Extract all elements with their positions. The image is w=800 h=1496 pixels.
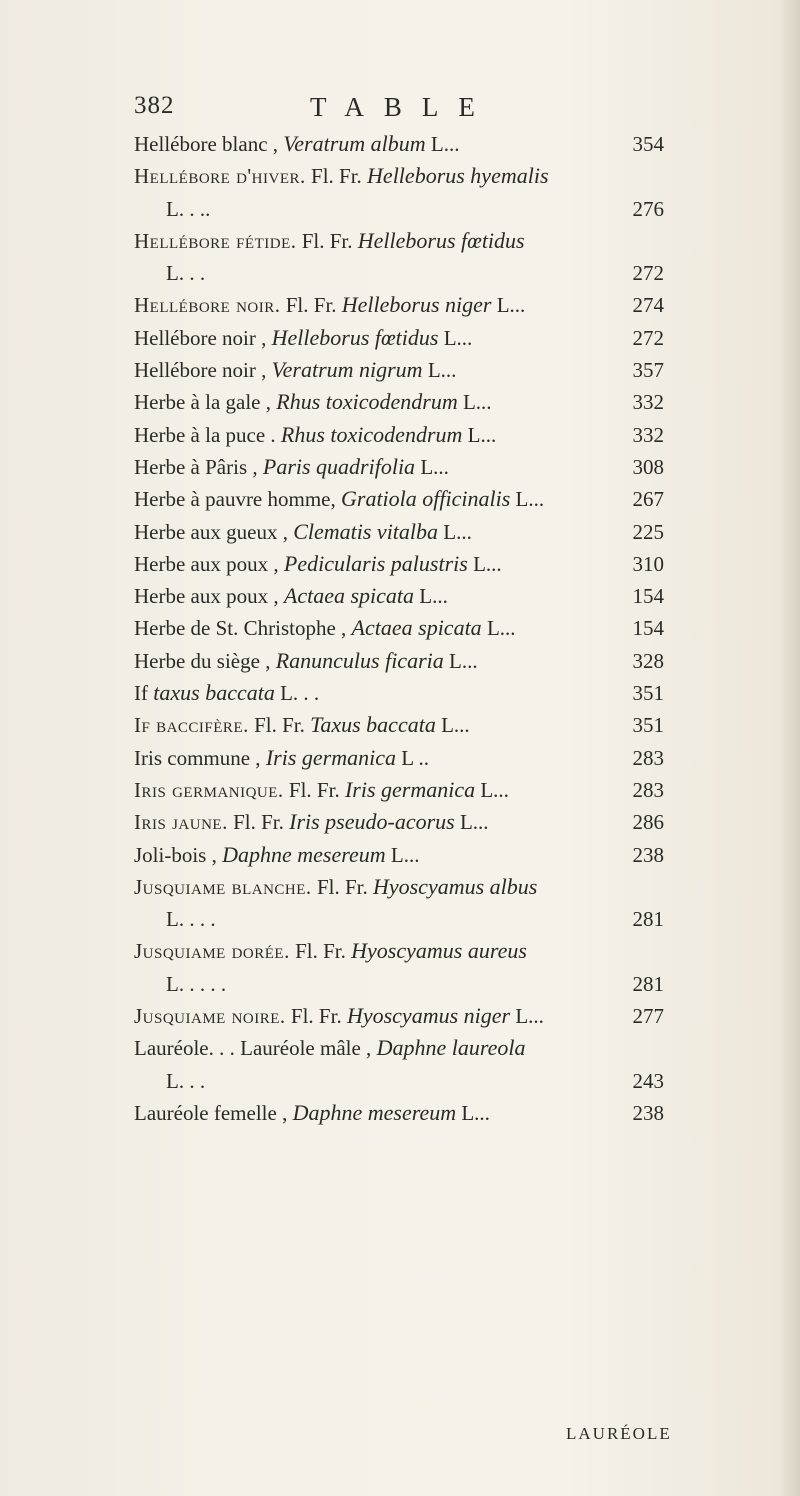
latin-name: Iris germanica — [265, 744, 396, 770]
latin-name: Taxus baccata — [310, 712, 436, 738]
entry-source: L... — [486, 616, 516, 641]
entry-page-number: 238 — [632, 842, 664, 867]
entry-label: If baccifère. — [134, 713, 249, 738]
entry-page-number: 308 — [632, 454, 664, 479]
index-entry — [134, 806, 664, 838]
entry-page-number: 286 — [632, 810, 664, 835]
latin-name: Hyoscyamus niger — [346, 1003, 511, 1029]
entry-page-number: 357 — [632, 358, 664, 383]
entry-text — [134, 709, 470, 741]
entry-source: Fl. Fr. — [311, 164, 362, 189]
latin-name: Iris pseudo-acorus — [289, 809, 455, 835]
index-entry — [134, 935, 664, 967]
entry-text — [134, 580, 448, 612]
index-entry — [134, 1065, 664, 1097]
entry-text — [134, 645, 478, 677]
entry-page-number: 351 — [632, 713, 664, 738]
entry-label: Herbe du siège , — [134, 648, 271, 673]
latin-name: Actaea spicata — [283, 583, 415, 609]
entry-page-number: 277 — [632, 1004, 664, 1029]
entry-source: L... — [473, 551, 502, 576]
entry-source: L... — [515, 1004, 544, 1029]
entry-source: L... — [496, 293, 526, 318]
entry-source: Fl. Fr. — [254, 713, 305, 738]
entry-text — [134, 871, 537, 903]
latin-name: Helleborus hyemalis — [367, 163, 549, 189]
entry-source: L... — [443, 519, 472, 544]
entry-text — [134, 839, 419, 871]
entry-text — [134, 935, 527, 967]
entry-text — [166, 1065, 205, 1097]
entry-label: Hellébore noir , — [134, 358, 267, 383]
entry-label: Lauréole. . . — [134, 1036, 235, 1061]
entry-text — [134, 483, 544, 515]
running-head: TABLE — [310, 92, 495, 122]
latin-name: Rhus toxicodendrum — [276, 389, 458, 415]
entry-label: Herbe aux poux , — [134, 584, 279, 609]
entry-source: Lauréole mâle , — [240, 1036, 372, 1061]
latin-name: Hyoscyamus albus — [372, 873, 538, 899]
index-entry — [134, 322, 664, 354]
entry-label: L. . . — [166, 1068, 206, 1093]
index-entry — [134, 612, 664, 644]
entry-label: Joli-bois , — [134, 842, 217, 867]
entry-page-number: 272 — [632, 325, 664, 350]
index-entry — [134, 548, 664, 580]
entry-page-number: 276 — [632, 196, 664, 221]
entry-text — [166, 257, 205, 289]
entry-page-number: 281 — [632, 907, 664, 932]
entry-source: Fl. Fr. — [288, 777, 340, 802]
latin-name: Helleborus fœtidus — [357, 227, 525, 253]
entry-page-number: 328 — [632, 648, 664, 673]
latin-name: Hyoscyamus aureus — [351, 938, 527, 964]
entry-label: Hellébore blanc , — [134, 132, 279, 156]
latin-name: Daphne laureola — [376, 1035, 526, 1061]
entry-source: Fl. Fr. — [316, 874, 368, 899]
latin-name: Helleborus fœtidus — [271, 324, 439, 350]
entry-page-number: 267 — [632, 487, 664, 512]
entry-page-number: 332 — [632, 390, 664, 415]
entry-text — [134, 225, 525, 257]
entry-source: L .. — [401, 745, 430, 770]
entry-source: Fl. Fr. — [290, 1004, 342, 1029]
entry-source: L... — [461, 1100, 490, 1125]
entry-source: L... — [427, 358, 457, 383]
entry-page-number: 354 — [632, 132, 664, 156]
entry-label: Herbe à la gale , — [134, 390, 272, 415]
entry-page-number: 283 — [632, 745, 664, 770]
index-entry — [134, 451, 664, 483]
entry-label: Herbe à la puce . — [134, 422, 276, 447]
entry-text — [134, 1032, 525, 1064]
latin-name: Daphne mesereum — [292, 1099, 457, 1125]
latin-name: taxus baccata — [153, 680, 275, 706]
index-entry — [134, 903, 664, 935]
entry-source: L... — [420, 454, 449, 479]
index-entry — [134, 419, 664, 451]
entry-source: L... — [459, 810, 489, 835]
entry-page-number: 154 — [632, 616, 664, 641]
entry-source: . . — [210, 971, 227, 996]
entry-page-number: 310 — [632, 551, 664, 576]
index-entry — [134, 516, 664, 548]
index-entry — [134, 871, 664, 903]
latin-name: Daphne mesereum — [222, 841, 386, 867]
entry-text — [134, 774, 509, 806]
entry-text — [166, 193, 210, 225]
index-entry — [134, 709, 664, 741]
entry-source: Fl. Fr. — [233, 810, 284, 835]
entry-page-number: 332 — [632, 422, 664, 447]
index-entry — [134, 774, 664, 806]
entry-source: L... — [449, 648, 478, 673]
entry-label: Herbe à Pâris , — [134, 454, 258, 479]
index-entry — [134, 580, 664, 612]
index-entry — [134, 742, 664, 774]
entry-page-number: 238 — [632, 1100, 664, 1125]
latin-name: Iris germanica — [344, 776, 476, 802]
index-entry — [134, 225, 664, 257]
entry-page-number: 272 — [632, 261, 664, 286]
index-entry — [134, 354, 664, 386]
entry-label: L. . .. — [166, 196, 211, 221]
entry-source: Fl. Fr. — [301, 228, 353, 253]
index-entry — [134, 1032, 664, 1064]
entry-label: Hellébore noir. — [134, 293, 281, 318]
entry-text — [134, 128, 460, 160]
entry-source: L... — [480, 777, 509, 802]
index-entry — [134, 257, 664, 289]
index-entry — [134, 386, 664, 418]
entry-source: L... — [462, 390, 492, 415]
entry-text — [134, 419, 496, 451]
entry-text — [134, 677, 319, 709]
entry-text — [134, 612, 516, 644]
entry-label: Hellébore fétide. — [134, 228, 297, 253]
entry-source: L... — [515, 487, 545, 512]
entry-label: Iris jaune. — [134, 810, 228, 835]
entry-text — [134, 289, 525, 321]
page-header — [0, 92, 800, 128]
entry-text — [134, 386, 492, 418]
latin-name: Actaea spicata — [351, 615, 482, 641]
latin-name: Paris quadrifolia — [262, 453, 416, 479]
index-entry — [134, 483, 664, 515]
entry-source: L... — [443, 325, 473, 350]
index-entry — [134, 1097, 664, 1129]
entry-label: Herbe aux gueux , — [134, 519, 288, 544]
entry-source: Fl. Fr. — [285, 293, 337, 318]
entry-label: Iris germanique. — [134, 777, 284, 802]
entry-page-number: 281 — [632, 971, 664, 996]
entry-text — [134, 451, 449, 483]
latin-name: Gratiola officinalis — [341, 486, 511, 512]
index-entry — [134, 289, 664, 321]
entry-label: Jusquiame blanche. — [134, 874, 312, 899]
entry-label: L. . . — [166, 261, 206, 286]
entry-source: L... — [430, 132, 460, 156]
entry-label: Herbe aux poux , — [134, 551, 279, 576]
entry-text — [134, 1000, 544, 1032]
index-entry — [134, 839, 664, 871]
index-entry — [134, 1000, 664, 1032]
entry-page-number: 243 — [632, 1068, 664, 1093]
latin-name: Clematis vitalba — [293, 518, 439, 544]
page-number: 382 — [134, 92, 175, 119]
entry-page-number: 351 — [632, 681, 664, 706]
entry-label: Iris commune , — [134, 745, 261, 770]
entry-text — [166, 968, 226, 1000]
entry-page-number: 274 — [632, 293, 664, 318]
index-entry — [134, 193, 664, 225]
latin-name: Ranunculus ficaria — [275, 647, 444, 673]
entry-source: L... — [419, 584, 448, 609]
latin-name: Veratrum album — [283, 131, 426, 156]
entry-label: Lauréole femelle , — [134, 1100, 288, 1125]
entry-text — [134, 742, 429, 774]
entry-label: Jusquiame dorée. — [134, 939, 290, 964]
entry-source: Fl. Fr. — [295, 939, 346, 964]
entry-label: Hellébore noir , — [134, 325, 267, 350]
entry-text — [166, 903, 216, 935]
index-entry — [134, 645, 664, 677]
catchword: LAURÉOLE — [566, 1424, 672, 1443]
entry-text — [134, 160, 549, 192]
entry-page-number: 283 — [632, 777, 664, 802]
entry-text — [134, 354, 456, 386]
entry-label: Hellébore d'hiver. — [134, 164, 306, 189]
entry-text — [134, 322, 472, 354]
latin-name: Veratrum nigrum — [271, 357, 423, 383]
entry-label: Herbe de St. Christophe , — [134, 616, 347, 641]
entry-source: L. . . — [280, 681, 320, 706]
entry-label: Herbe à pauvre homme, — [134, 487, 336, 512]
entry-page-number: 154 — [632, 584, 664, 609]
entry-page-number: 225 — [632, 519, 664, 544]
latin-name: Rhus toxicodendrum — [280, 421, 463, 447]
entry-text — [134, 548, 502, 580]
index-entry — [134, 128, 664, 160]
index-entry — [134, 968, 664, 1000]
index-entry — [134, 160, 664, 192]
page-edge-shadow — [778, 0, 800, 1496]
entry-label: Jusquiame noire. — [134, 1004, 286, 1029]
entry-label: If — [134, 681, 148, 706]
index-entries — [134, 128, 664, 1129]
latin-name: Pedicularis palustris — [283, 550, 468, 576]
index-entry — [134, 677, 664, 709]
entry-text — [134, 1097, 490, 1129]
entry-source: L... — [467, 422, 497, 447]
latin-name: Helleborus niger — [341, 292, 492, 318]
entry-label: L. . . — [166, 971, 206, 996]
entry-source: L... — [390, 842, 420, 867]
entry-source: L... — [441, 713, 470, 738]
entry-label: L. . . . — [166, 907, 216, 932]
entry-text — [134, 516, 472, 548]
entry-text — [134, 806, 489, 838]
